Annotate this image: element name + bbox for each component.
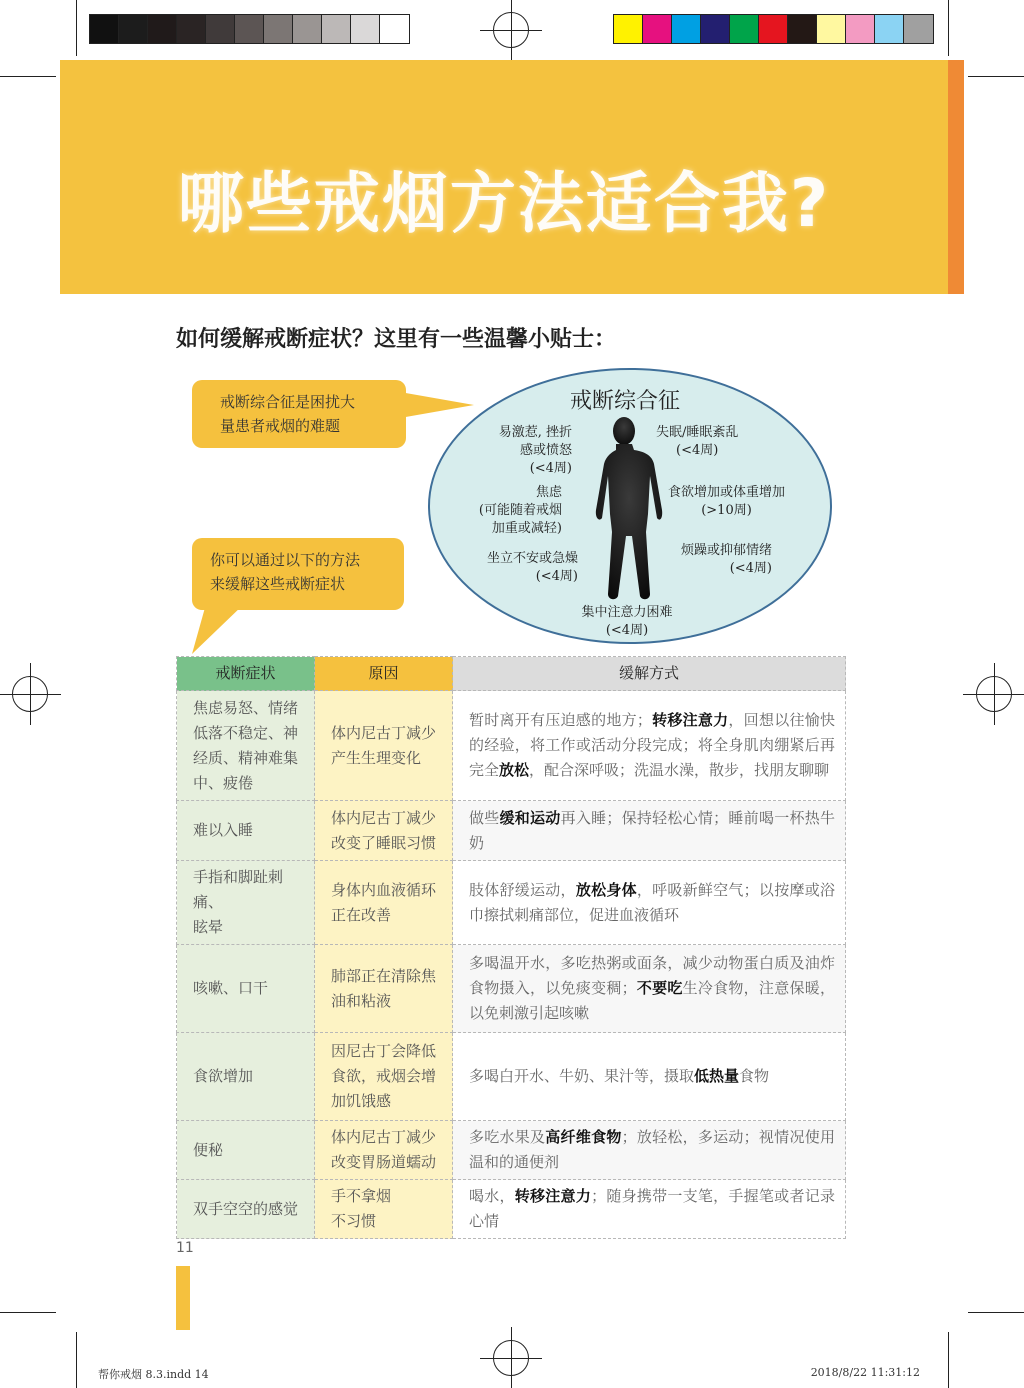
color-swatch [177, 15, 206, 43]
cell-cause [315, 801, 453, 861]
relief-text: 再入睡；保持轻松心情；睡前喝一杯热牛奶 [469, 808, 835, 852]
symptom-insomnia [656, 424, 738, 460]
slug-timestamp: 2018/8/22 11:31:12 [810, 1366, 920, 1379]
cell-symptom [177, 1033, 315, 1121]
color-swatch [643, 15, 672, 43]
color-swatch [119, 15, 148, 43]
color-swatch [293, 15, 322, 43]
cell-line: 改变了睡眠习惯 [331, 833, 437, 852]
symptom-line: 食欲增加或体重增加 [668, 485, 786, 500]
symptom-line: (<4周) [729, 561, 772, 576]
symptom-line: 失眠/睡眠紊乱 [656, 425, 739, 440]
table-row [177, 861, 846, 945]
relief-emphasis: 转移注意力 [514, 1187, 592, 1205]
slug-file-info: 帮你戒烟 8.3.indd 14 [98, 1368, 209, 1381]
registration-mark [12, 676, 48, 712]
page-title: 哪些戒烟方法适合我? [177, 165, 831, 242]
cell-line: 咳嗽、口干 [193, 979, 269, 997]
relief-text: 多吃水果及 [469, 1128, 546, 1146]
cell-line: 低落不稳定、神 [193, 723, 299, 742]
relief-emphasis: 高纤维食物 [545, 1128, 622, 1146]
table-row [177, 1121, 846, 1180]
color-swatch [846, 15, 875, 43]
cell-line: 改变胃肠道蠕动 [331, 1153, 437, 1171]
callout-line: 戒断综合征是困扰大 [220, 393, 356, 411]
cell-line: 双手空空的感觉 [193, 1199, 299, 1218]
page-accent-bar [176, 1266, 190, 1330]
symptom-line: 易激惹, 挫折 [498, 425, 572, 440]
color-swatch [875, 15, 904, 43]
symptom-line: (<4周) [605, 623, 649, 638]
cell-line: 焦虑易怒、情绪 [193, 698, 299, 717]
grayscale-color-bar [89, 14, 410, 44]
cell-relief [453, 861, 846, 945]
relief-text: ，配合深呼吸；洗温水澡，散步，找朋友聊聊 [529, 761, 830, 779]
symptom-line: 坐立不安或急燥 [486, 551, 578, 566]
color-swatch [701, 15, 730, 43]
relief-text: 多喝温开水，多吃热粥或面条，减少动物蛋白质及油炸食物摄入，以免痰变稠； [469, 954, 835, 997]
crop-mark [76, 1332, 77, 1388]
color-swatch [351, 15, 380, 43]
table-row [177, 1033, 846, 1121]
relief-emphasis: 低热量 [694, 1067, 740, 1085]
cell-relief [453, 691, 846, 801]
cell-symptom [177, 861, 315, 945]
color-swatch [730, 15, 759, 43]
symptom-line: 加重或减轻) [491, 521, 562, 536]
column-header-relief: 缓解方式 [453, 657, 846, 691]
cell-cause [315, 1180, 453, 1239]
callout-line: 你可以通过以下的方法 [210, 551, 361, 569]
cell-cause [315, 945, 453, 1033]
crop-mark [0, 76, 56, 77]
color-swatch [90, 15, 119, 43]
callout-line: 来缓解这些戒断症状 [210, 575, 346, 593]
callout-tail [190, 604, 260, 656]
relief-text: 暂时离开有压迫感的地方； [469, 711, 652, 729]
callout-tail [400, 388, 480, 422]
color-swatch [380, 15, 409, 43]
cell-line: 中、疲倦 [193, 773, 254, 792]
relief-text: ；放轻松，多运动；视情况使用温和的通便剂 [469, 1128, 835, 1171]
symptom-line: (<4周) [676, 443, 719, 458]
crop-mark [948, 0, 949, 56]
callout-relief-note [192, 538, 404, 610]
color-swatch [322, 15, 351, 43]
color-swatch [672, 15, 701, 43]
symptom-restlessness [487, 550, 578, 586]
symptom-line: 感或愤怒 [519, 443, 572, 458]
symptom-line: 烦躁或抑郁情绪 [680, 543, 772, 558]
cell-cause [315, 1121, 453, 1180]
relief-emphasis: 不要吃 [636, 979, 683, 997]
cell-relief [453, 1180, 846, 1239]
color-swatch [614, 15, 643, 43]
cell-symptom [177, 1121, 315, 1180]
color-swatch [235, 15, 264, 43]
cell-line: 体内尼古丁减少 [331, 808, 437, 827]
table-header-row [177, 657, 846, 691]
relief-emphasis: 放松 [499, 761, 530, 779]
color-swatch [817, 15, 846, 43]
cell-cause [315, 861, 453, 945]
cell-symptom [177, 801, 315, 861]
table-row [177, 1180, 846, 1239]
color-swatch [264, 15, 293, 43]
cell-line: 经质、精神难集 [193, 748, 299, 767]
cell-line: 正在改善 [331, 905, 392, 924]
table-row [177, 691, 846, 801]
column-header-cause: 原因 [315, 657, 453, 691]
color-swatch [148, 15, 177, 43]
relief-emphasis: 放松身体 [575, 880, 637, 899]
relief-text: 做些 [469, 808, 500, 827]
column-header-symptom: 戒断症状 [177, 657, 315, 691]
callout-syndrome-note [192, 380, 406, 448]
cell-symptom [177, 691, 315, 801]
oval-title: 戒断综合征 [569, 389, 680, 414]
relief-text: 喝水， [469, 1187, 515, 1205]
cell-line: 油和粘液 [331, 991, 392, 1010]
process-color-bar [613, 14, 934, 44]
symptom-appetite [668, 484, 785, 520]
callout-line: 量患者戒烟的难题 [220, 417, 341, 435]
color-swatch [759, 15, 788, 43]
symptom-depression [681, 542, 772, 578]
color-swatch [788, 15, 817, 43]
relief-emphasis: 缓和运动 [499, 808, 561, 827]
cell-line: 体内尼古丁减少 [331, 723, 437, 742]
cell-cause [315, 1033, 453, 1121]
crop-mark [948, 1332, 949, 1388]
registration-mark [493, 1340, 529, 1376]
registration-mark [976, 676, 1012, 712]
symptom-irritability [499, 424, 572, 478]
relief-text: ，呼吸新鲜空气；以按摩或浴巾擦拭刺痛部位，促进血液循环 [469, 880, 835, 924]
cell-line: 食欲，戒烟会增 [331, 1067, 437, 1085]
symptom-line: 集中注意力困难 [581, 605, 673, 620]
relief-text: 食物 [739, 1067, 770, 1085]
cell-line: 便秘 [193, 1140, 224, 1159]
cell-cause [315, 691, 453, 801]
cell-relief [453, 1121, 846, 1180]
title-banner-edge [948, 60, 964, 294]
withdrawal-relief-table [176, 656, 846, 1239]
crop-mark [0, 1312, 56, 1313]
cell-line: 难以入睡 [193, 821, 254, 839]
cell-symptom [177, 945, 315, 1033]
cell-line: 手指和脚趾刺痛、 [193, 868, 284, 911]
section-subtitle: 如何缓解戒断症状？这里有一些温馨小贴士： [176, 327, 617, 352]
symptom-line: (可能随着戒烟 [478, 503, 562, 518]
color-swatch [206, 15, 235, 43]
human-silhouette-icon [582, 414, 666, 604]
relief-text: 多喝白开水、牛奶、果汁等，摄取 [469, 1067, 695, 1085]
cell-line: 身体内血液循环 [331, 880, 437, 899]
table-row [177, 945, 846, 1033]
cell-line: 加饥饿感 [331, 1092, 392, 1110]
cell-line: 眩晕 [193, 918, 224, 936]
crop-mark [76, 0, 77, 56]
symptom-line: (>10周) [701, 503, 752, 518]
table-row [177, 801, 846, 861]
cell-line: 手不拿烟 [331, 1187, 392, 1205]
cell-relief [453, 801, 846, 861]
relief-text: ，回想以往愉快的经验，将工作或活动分段完成；将全身肌肉绷紧后再完全 [469, 711, 835, 779]
symptom-line: 焦虑 [535, 485, 562, 500]
cell-symptom [177, 1180, 315, 1239]
cell-line: 体内尼古丁减少 [331, 1128, 437, 1146]
page-number: 11 [176, 1240, 194, 1256]
registration-mark [493, 12, 529, 48]
relief-text: 肢体舒缓运动， [469, 880, 576, 899]
cell-line: 产生生理变化 [331, 748, 422, 767]
crop-mark [968, 76, 1024, 77]
symptom-line: (<4周) [535, 569, 578, 584]
cell-line: 因尼古丁会降低 [331, 1042, 437, 1060]
symptom-line: (<4周) [529, 461, 572, 476]
cell-line: 食欲增加 [193, 1067, 254, 1085]
cell-line: 不习惯 [331, 1212, 377, 1230]
relief-text: 生冷食物，注意保暖，以免刺激引起咳嗽 [469, 979, 835, 1022]
relief-emphasis: 转移注意力 [651, 711, 729, 729]
crop-mark [968, 1312, 1024, 1313]
symptom-anxiety [479, 484, 562, 538]
relief-text: ；随身携带一支笔，手握笔或者记录心情 [469, 1187, 835, 1230]
symptom-concentration [568, 604, 686, 640]
cell-relief [453, 945, 846, 1033]
cell-relief [453, 1033, 846, 1121]
cell-line: 肺部正在清除焦 [331, 966, 437, 985]
color-swatch [904, 15, 933, 43]
